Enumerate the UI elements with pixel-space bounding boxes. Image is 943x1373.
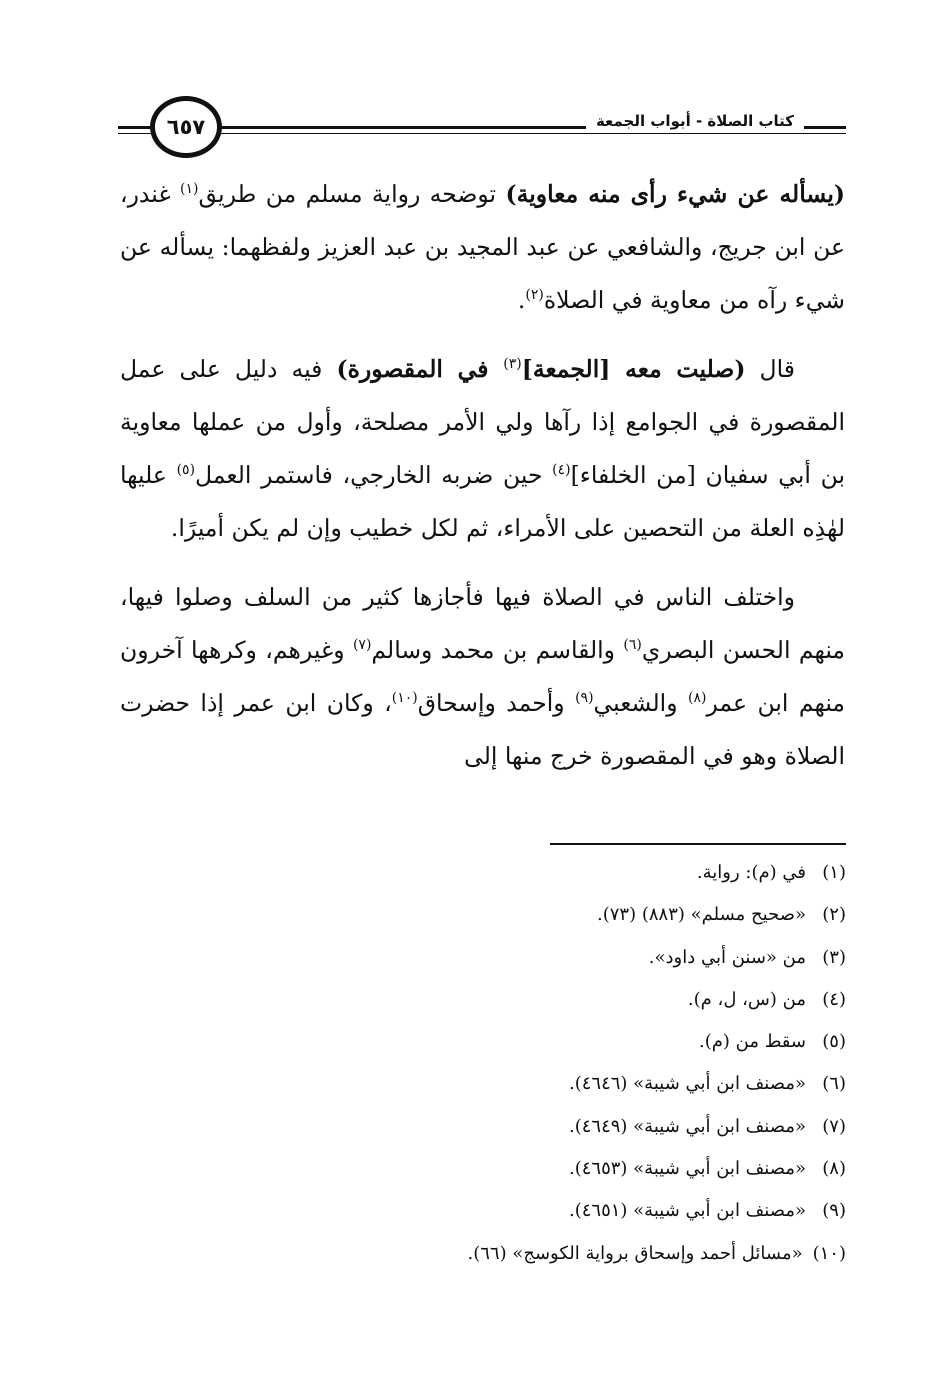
footnote-item [200, 1021, 846, 1063]
text-segment: وأحمد وإسحاق [417, 689, 576, 717]
footnote-marker: (٢) [525, 287, 544, 303]
footnotes-list [200, 852, 846, 1275]
footnote-number: (٦) [822, 1073, 846, 1095]
quoted-text: في المقصورة) [336, 355, 504, 383]
footnote-text: «صحيح مسلم» (٨٨٣) (٧٣). [597, 904, 806, 926]
footnote-item [200, 937, 846, 979]
footnote-number: (١٠) [812, 1242, 846, 1264]
paragraph [120, 168, 845, 327]
text-segment: عليها لهٰذِه العلة من التحصين على الأمراء، ثم لكل خطيب وإن لم يكن أميرًا. [120, 461, 845, 542]
header-title: كتاب الصلاة - أبواب الجمعة [586, 110, 804, 132]
footnote-marker: (٤) [552, 462, 571, 478]
footnote-number: (٩) [822, 1200, 846, 1222]
text-segment: توضحه رواية مسلم من طريق [198, 180, 506, 208]
text-segment: والشعبي [593, 689, 688, 717]
text-segment: . [517, 286, 526, 314]
text-segment: قال [745, 355, 795, 383]
footnote-text: في (م): رواية. [696, 862, 806, 883]
footnote-marker: (٣) [503, 356, 522, 372]
footnote-item [200, 979, 846, 1021]
footnote-text: من «سنن أبي داود». [648, 946, 806, 968]
text-segment: والقاسم بن محمد وسالم [371, 636, 624, 664]
footnote-number: (٢) [822, 904, 846, 926]
text-segment: حين ضربه الخارجي، فاستمر العمل [195, 461, 553, 489]
footnote-item [200, 1190, 846, 1232]
footnote-text: سقط من (م). [699, 1031, 806, 1053]
footnote-marker: (١) [180, 181, 199, 197]
running-header [118, 96, 846, 162]
text-segment: فيه دليل على عمل المقصورة في الجوامع إذا رآها ولي الأمر مصلحة، وأول من عملها معاوية بن أبي سفيان [من الخلفاء] [120, 355, 845, 489]
footnote-text: «مصنف ابن أبي شيبة» (٤٦٥١). [569, 1200, 806, 1222]
footnote-number: (٧) [822, 1115, 846, 1137]
quoted-text: (صليت معه [الجمعة] [521, 355, 746, 383]
quoted-text: (يسأله عن شيء رأى منه معاوية) [505, 180, 845, 208]
text-segment: واختلف الناس في الصلاة فيها فأجازها كثير من السلف وصلوا فيها، منهم الحسن البصري [120, 583, 845, 664]
footnote-number: (١) [822, 862, 846, 883]
footnote-marker: (٧) [352, 637, 372, 653]
footnote-marker: (١٠) [391, 690, 418, 706]
footnote-item [200, 1063, 846, 1105]
text-segment: ، وكان ابن عمر إذا حضرت الصلاة وهو في المقصورة خرج منها إلى [120, 689, 845, 770]
text-segment: غندر، عن ابن جريج، والشافعي عن عبد المجيد بن عبد العزيز ولفظهما: يسأله عن شيء رآه من معاوية في الصلاة [120, 180, 845, 314]
footnote-item [200, 1148, 846, 1190]
main-text [120, 168, 845, 783]
footnote-number: (٨) [822, 1158, 846, 1180]
footnote-item [200, 1233, 846, 1275]
paragraph [120, 343, 845, 555]
footnote-item [200, 1106, 846, 1148]
page-number-badge: ٦٥٧ [150, 96, 222, 158]
footnote-text: من (س، ل، م). [687, 988, 806, 1010]
footnote-text: «مصنف ابن أبي شيبة» (٤٦٥٣). [569, 1158, 806, 1180]
footnote-item [200, 852, 846, 894]
footnote-number: (٣) [822, 946, 846, 968]
text-segment: وغيرهم، وكرهها آخرون منهم ابن عمر [120, 636, 845, 717]
footnote-separator [550, 843, 846, 845]
footnote-text: «مصنف ابن أبي شيبة» (٤٦٤٦). [569, 1073, 806, 1095]
footnote-text: «مسائل أحمد وإسحاق برواية الكوسج» (٦٦). [467, 1242, 803, 1264]
footnote-number: (٤) [822, 988, 846, 1010]
header-rule-thin [118, 133, 846, 134]
footnote-number: (٥) [822, 1031, 846, 1053]
footnote-marker: (٥) [176, 462, 196, 478]
footnote-marker: (٩) [575, 690, 594, 706]
footnote-item [200, 894, 846, 936]
paragraph [120, 571, 845, 783]
footnote-marker: (٨) [687, 690, 707, 706]
footnote-marker: (٦) [623, 637, 642, 653]
footnote-text: «مصنف ابن أبي شيبة» (٤٦٤٩). [569, 1115, 806, 1137]
